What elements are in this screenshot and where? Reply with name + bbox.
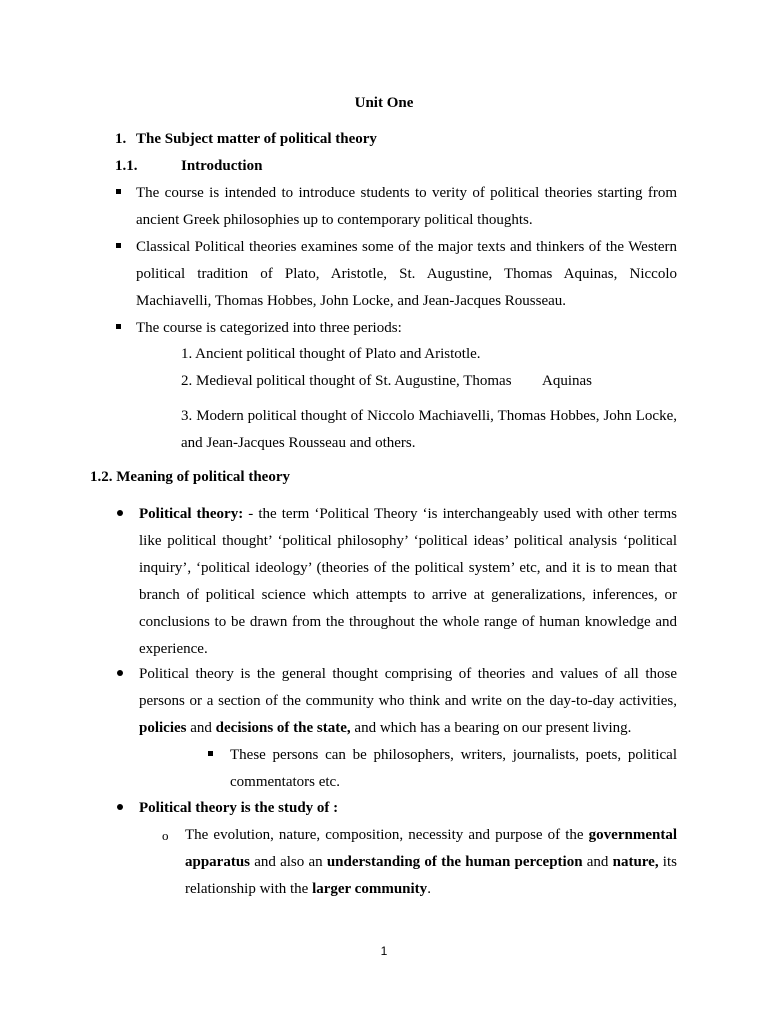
bullet-dot-icon xyxy=(117,804,123,810)
text-run: its xyxy=(658,854,677,870)
bold-text: apparatus xyxy=(185,854,251,870)
bold-text: understanding of the human perception xyxy=(326,854,583,870)
text-line xyxy=(185,853,677,880)
bold-text: governmental xyxy=(588,827,677,843)
term-bold: Political theory: xyxy=(139,506,244,522)
text-run: and xyxy=(582,854,613,870)
intro-bullet-3: The course is categorized into three periods: xyxy=(136,320,402,336)
text-line: These persons can be philosophers, writers, journalists, poets, political xyxy=(230,747,677,763)
section-1-1-title: Introduction xyxy=(181,158,263,174)
text-line xyxy=(139,719,677,746)
text-run: relationship with the xyxy=(185,881,313,897)
bullet-dot-icon xyxy=(117,510,123,516)
bullet-square-icon xyxy=(116,243,121,248)
bold-text: larger community xyxy=(312,881,428,897)
section-1-2-heading: 1.2. Meaning of political theory xyxy=(90,469,290,485)
text-line: inquiry’, ‘political ideology’ (theories of the political system’ etc, and it is to mean that xyxy=(139,560,677,576)
text-line: persons or a section of the community who think and write on the day-to-day activities, xyxy=(139,693,677,709)
sub-bullet xyxy=(230,746,677,800)
text-line: Machiavelli, Thomas Hobbes, John Locke, and Jean-Jacques Rousseau. xyxy=(136,293,567,309)
meaning-bullet-1 xyxy=(139,505,677,667)
bullet-square-icon xyxy=(116,189,121,194)
bold-text: decisions of the state, xyxy=(215,720,351,736)
period-2: 2. Medieval political thought of St. Augustine, Thomas xyxy=(181,373,512,389)
text-line: and Jean-Jacques Rousseau and others. xyxy=(181,435,416,451)
text-run: . xyxy=(427,881,431,897)
bold-text: policies xyxy=(139,720,187,736)
text-run: The evolution, nature, composition, necessity and purpose of the xyxy=(185,827,584,843)
text-line xyxy=(139,505,677,532)
text-line: political tradition of Plato, Aristotle, St. Augustine, Thomas Aquinas, Niccolo xyxy=(136,266,677,282)
text-line: The course is intended to introduce students to verity of political theories starting from xyxy=(136,185,677,201)
unit-title: Unit One xyxy=(354,95,414,111)
meaning-bullet-3: Political theory is the study of : xyxy=(139,800,339,816)
text-line: Classical Political theories examines some of the major texts and thinkers of the Western xyxy=(136,239,677,255)
period-3 xyxy=(181,407,677,461)
period-1: 1. Ancient political thought of Plato and Aristotle. xyxy=(181,346,481,362)
meaning-bullet-2 xyxy=(139,665,677,746)
text-line: commentators etc. xyxy=(230,774,340,790)
text-line: Political theory is the general thought comprising of theories and values of all those xyxy=(139,666,677,682)
text-run: and xyxy=(186,720,216,736)
bullet-dot-icon xyxy=(117,670,123,676)
section-1-number: 1. xyxy=(115,131,127,147)
circle-sub-bullet xyxy=(185,826,677,907)
text-run: and which has a bearing on our present living. xyxy=(350,720,632,736)
section-1-1-number: 1.1. xyxy=(115,158,138,174)
text-line: ancient Greek philosophies up to contemporary political thoughts. xyxy=(136,212,533,228)
text-line: experience. xyxy=(139,641,208,657)
text-run: and also an xyxy=(250,854,327,870)
bold-text: nature, xyxy=(612,854,659,870)
text-run: - the term ‘Political Theory ‘is interchangeably used with other terms xyxy=(243,506,677,522)
text-line xyxy=(185,826,677,853)
period-2-continued: Aquinas xyxy=(542,373,592,389)
text-line: branch of political science which attempts to arrive at generalizations, inferences, or xyxy=(139,587,677,603)
intro-bullet-2 xyxy=(136,238,677,319)
intro-bullet-1 xyxy=(136,184,677,238)
text-line: 3. Modern political thought of Niccolo Machiavelli, Thomas Hobbes, John Locke, xyxy=(181,408,677,424)
section-1-title: The Subject matter of political theory xyxy=(136,131,377,147)
bullet-circle-icon: o xyxy=(162,828,169,843)
page-number: 1 xyxy=(380,944,388,958)
text-line: conclusions to be drawn from the throughout the whole range of human knowledge and xyxy=(139,614,677,630)
bullet-square-icon xyxy=(116,324,121,329)
bullet-square-icon xyxy=(208,751,213,756)
text-line xyxy=(185,880,677,907)
text-line: like political thought’ ‘political philosophy’ ‘political ideas’ political analysis ‘political xyxy=(139,533,677,549)
